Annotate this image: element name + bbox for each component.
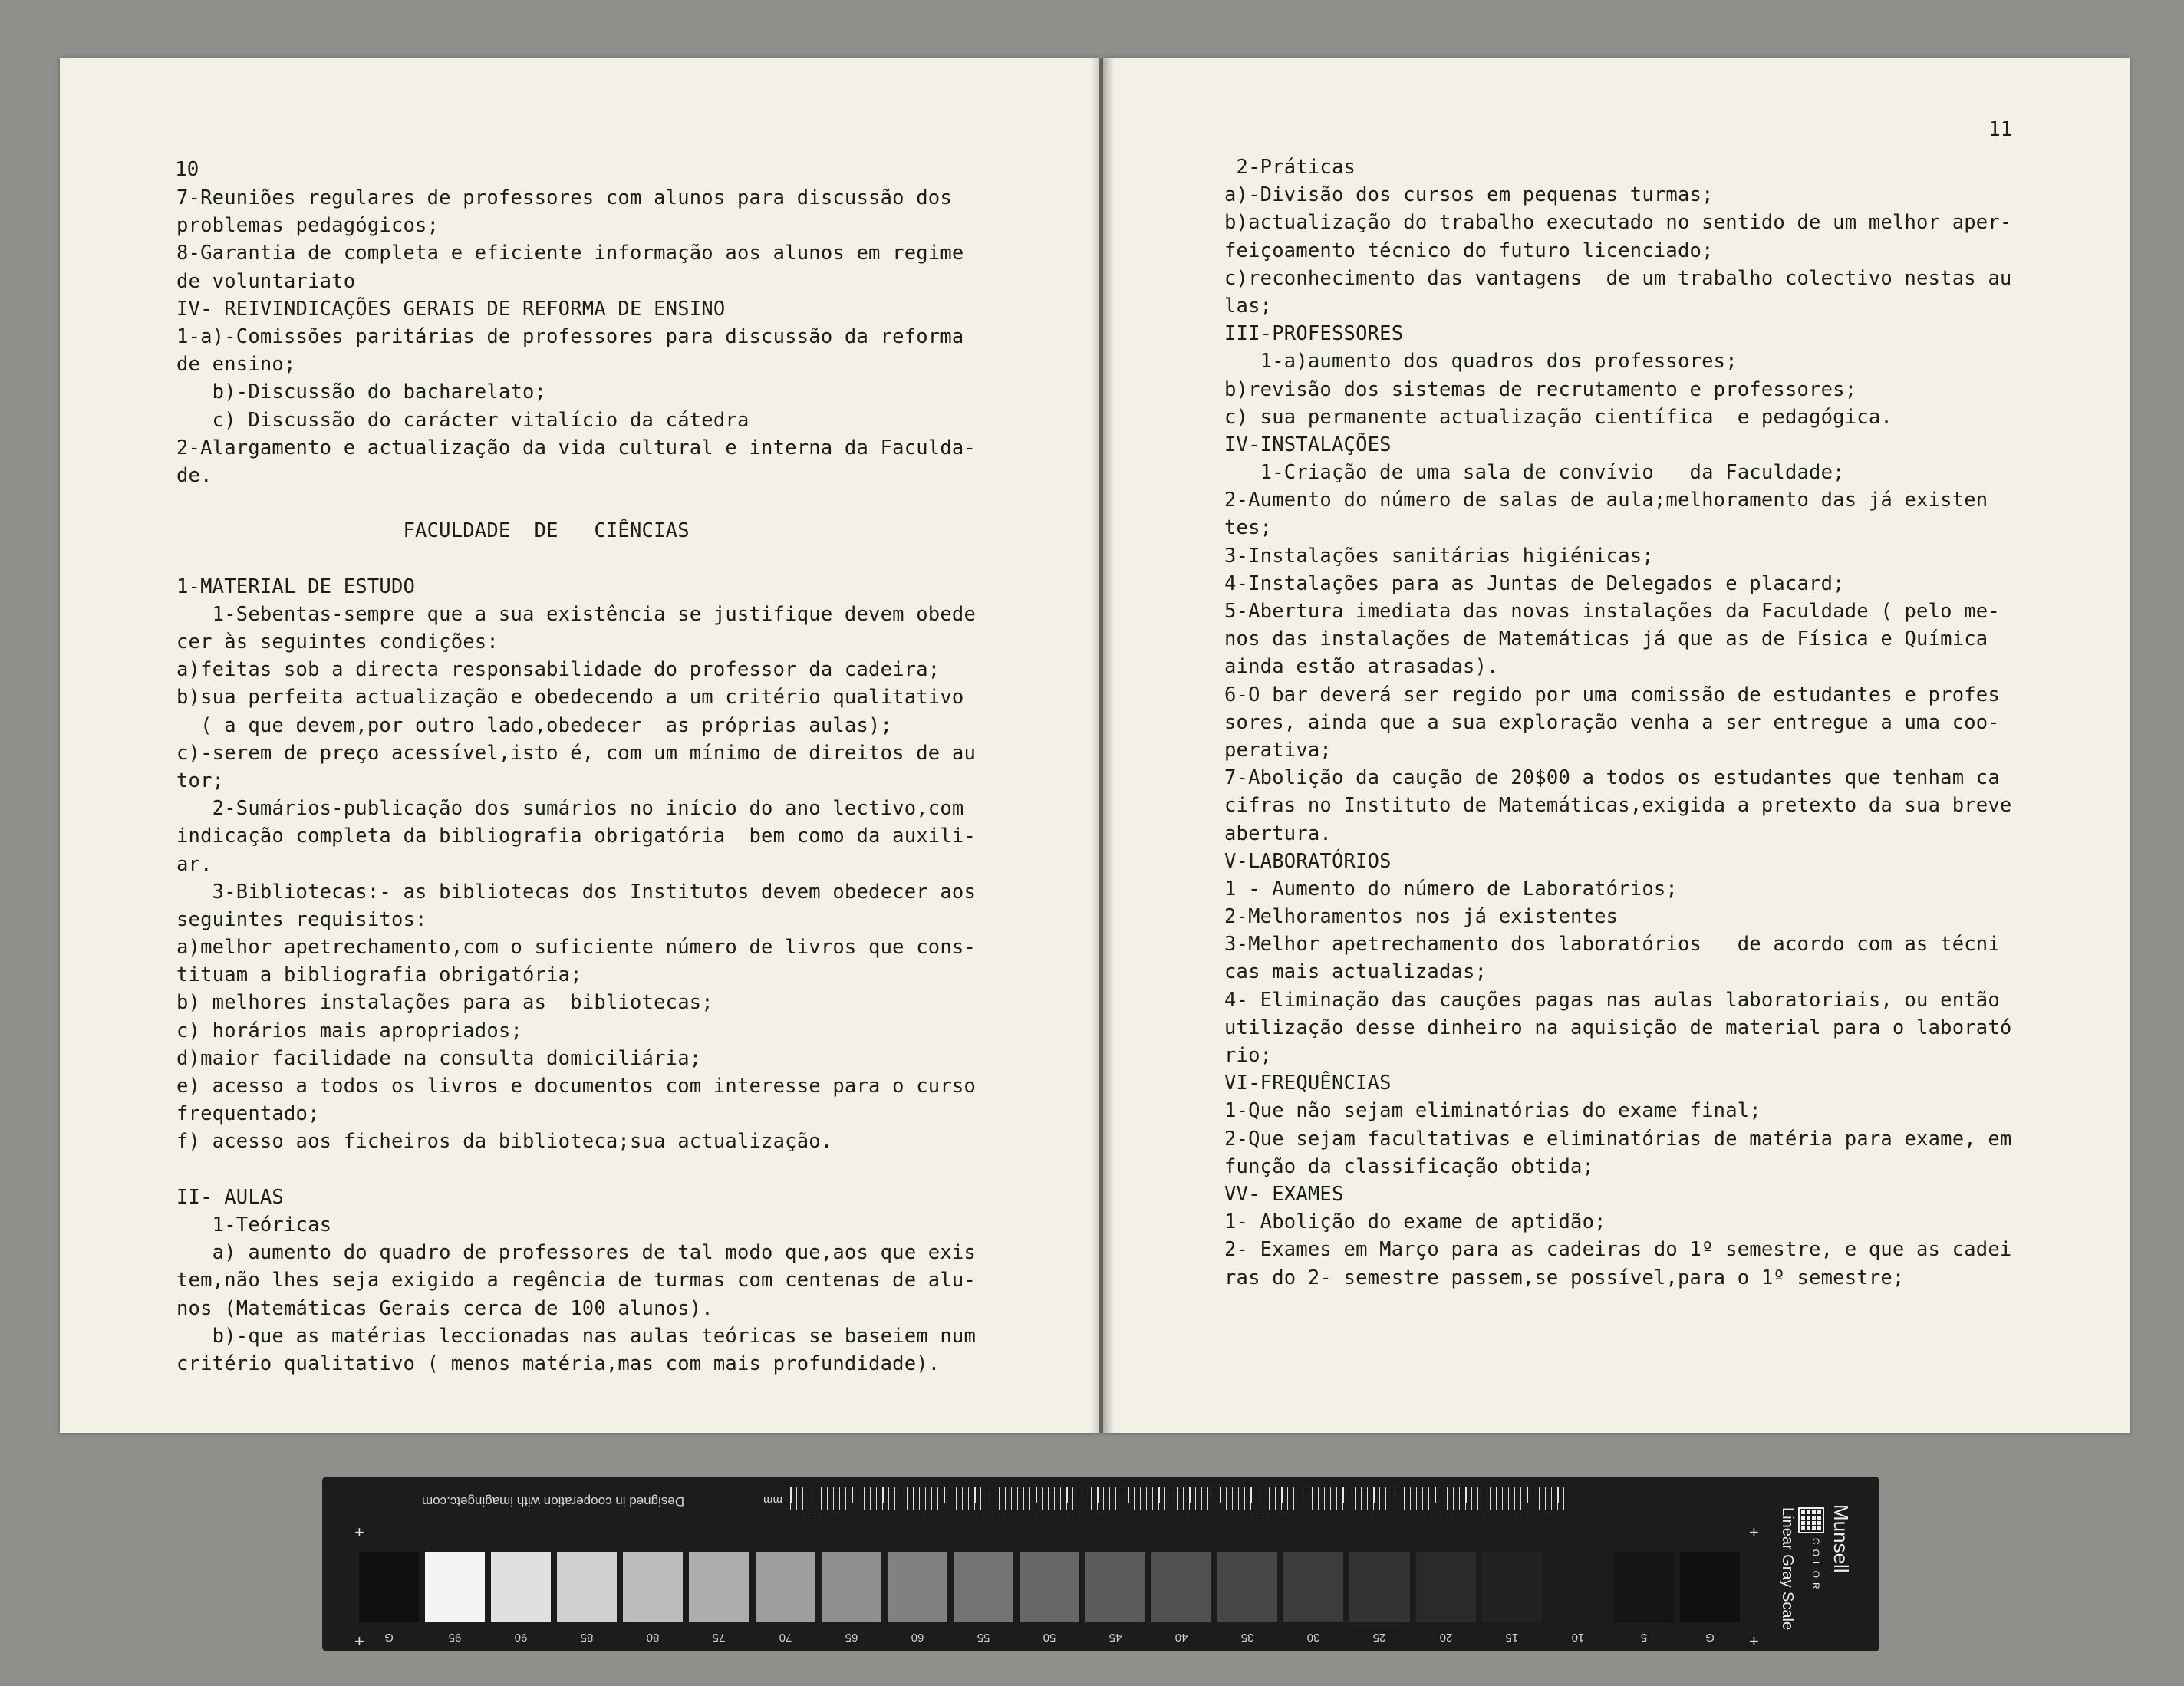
text-line: feiçoamento técnico do futuro licenciado; — [1224, 239, 1714, 262]
gray-patch-label: 30 — [1307, 1631, 1320, 1644]
text-line: utilização desse dinheiro na aquisição de material para o laborató — [1224, 1016, 2012, 1039]
mm-ruler-major-ticks — [790, 1487, 1565, 1503]
gray-patch-label: 80 — [647, 1631, 660, 1644]
gray-patch-label: 70 — [779, 1631, 792, 1644]
gray-patch-label: 15 — [1505, 1631, 1518, 1644]
gray-patch-label: G — [1705, 1631, 1715, 1644]
text-line: IV- REIVINDICAÇÕES GERAIS DE REFORMA DE ENSINO — [176, 297, 726, 321]
text-line: b)-que as matérias leccionadas nas aulas teóricas se baseiem num — [176, 1324, 977, 1348]
gray-patch — [1151, 1552, 1211, 1622]
text-line: critério qualitativo ( menos matéria,mas com mais profundidade). — [176, 1352, 940, 1375]
text-line: b)actualização do trabalho executado no sentido de um melhor aper- — [1224, 211, 2012, 235]
gray-patch-label: 10 — [1571, 1631, 1585, 1644]
text-line: III-PROFESSORES — [1224, 322, 1404, 346]
registration-mark: + — [354, 1632, 364, 1651]
text-line: tor; — [176, 769, 225, 792]
text-line: IV-INSTALAÇÕES — [1224, 433, 1392, 456]
text-line: 2-Sumários-publicação dos sumários no início do ano lectivo,com — [176, 797, 964, 821]
gray-patch-label: 35 — [1240, 1631, 1254, 1644]
text-line: 2- Exames em Março para as cadeiras do 1º semestre, e que as cadei — [1224, 1238, 2012, 1262]
text-line: ar. — [176, 852, 212, 876]
gray-patch — [1548, 1552, 1608, 1622]
text-line: frequentado; — [176, 1102, 320, 1126]
text-line: 4-Instalações para as Juntas de Delegados e placard; — [1224, 571, 1845, 595]
text-line: de voluntariato — [176, 269, 356, 293]
text-line: de. — [176, 463, 212, 487]
text-line: 1-Criação de uma sala de convívio da Faculdade; — [1224, 461, 1845, 485]
gray-patch-label: 55 — [977, 1631, 990, 1644]
text-line: c) sua permanente actualização científica e pedagógica. — [1224, 405, 1892, 429]
text-line: perativa; — [1224, 738, 1332, 762]
gray-patch — [491, 1552, 551, 1622]
text-line: 1-MATERIAL DE ESTUDO — [176, 575, 416, 598]
text-line: 1- Abolição do exame de aptidão; — [1224, 1210, 1606, 1234]
ruler-unit: mm — [763, 1493, 782, 1507]
text-line: cifras no Instituto de Matemáticas,exigida a pretexto da sua breve — [1224, 794, 2012, 818]
text-line: c) Discussão do carácter vitalício da cátedra — [176, 408, 749, 432]
text-line: b)sua perfeita actualização e obedecendo a um critério qualitativo — [176, 686, 964, 710]
text-line: 2-Aumento do número de salas de aula;melhoramento das já existen — [1224, 489, 1988, 512]
text-line: 2-Que sejam facultativas e eliminatórias de matéria para exame, em — [1224, 1127, 2012, 1151]
text-line: 4- Eliminação das cauções pagas nas aulas laboratoriais, ou então — [1224, 988, 2000, 1012]
text-line: II- AULAS — [176, 1185, 284, 1209]
gray-patch — [425, 1552, 485, 1622]
text-line: las; — [1224, 294, 1273, 318]
text-line: VV- EXAMES — [1224, 1182, 1344, 1206]
left-page-number: 10 — [175, 158, 199, 181]
gray-scale-card — [322, 1477, 1879, 1651]
registration-mark: + — [354, 1523, 364, 1542]
text-line: 7-Abolição da caução de 20$00 a todos os estudantes que tenham ca — [1224, 766, 2000, 790]
text-line: tes; — [1224, 516, 1273, 540]
text-line: a)feitas sob a directa responsabilidade do professor da cadeira; — [176, 658, 940, 682]
text-line: e) acesso a todos os livros e documentos com interesse para o curso — [176, 1075, 977, 1098]
gray-patch-label: 5 — [1640, 1631, 1647, 1644]
gray-patch-label: 50 — [1043, 1631, 1056, 1644]
gray-patch — [1217, 1552, 1277, 1622]
right-page-text — [1224, 153, 2011, 1292]
text-line: seguintes requisitos: — [176, 907, 427, 931]
text-line: 7-Reuniões regulares de professores com alunos para discussão dos — [176, 186, 952, 209]
text-line: 6-O bar deverá ser regido por uma comissão de estudantes e profes — [1224, 683, 2000, 706]
gray-patch-label: 45 — [1108, 1631, 1122, 1644]
gray-patch — [1680, 1552, 1740, 1622]
gray-patch — [822, 1552, 881, 1622]
left-page-text — [176, 184, 976, 1378]
text-line: a)-Divisão dos cursos em pequenas turmas; — [1224, 183, 1714, 207]
gray-patch — [1085, 1552, 1145, 1622]
text-line: 1-a)aumento dos quadros dos professores; — [1224, 350, 1738, 374]
text-line: FACULDADE DE CIÊNCIAS — [176, 519, 690, 543]
right-page-number: 11 — [1988, 118, 2013, 141]
text-line: b)-Discussão do bacharelato; — [176, 380, 547, 404]
text-line: 8-Garantia de completa e eficiente informação aos alunos em regime — [176, 242, 964, 265]
text-line: d)maior facilidade na consulta domiciliária; — [176, 1046, 702, 1070]
text-line: 1-Que não sejam eliminatórias do exame final; — [1224, 1099, 1761, 1123]
munsell-brand-sub: COLOR — [1810, 1538, 1821, 1594]
text-line — [176, 489, 976, 517]
gray-patch — [954, 1552, 1013, 1622]
gray-patch — [1020, 1552, 1079, 1622]
text-line: cer às seguintes condições: — [176, 631, 499, 654]
text-line: abertura. — [1224, 822, 1332, 845]
text-line: a) aumento do quadro de professores de tal modo que,aos que exis — [176, 1241, 977, 1265]
text-line: problemas pedagógicos; — [176, 214, 440, 238]
gray-patch-label: 85 — [580, 1631, 594, 1644]
text-line: indicação completa da bibliografia obrigatória bem como da auxili- — [176, 825, 977, 848]
text-line: a)melhor apetrechamento,com o suficiente número de livros que cons- — [176, 936, 977, 960]
gray-patch — [1482, 1552, 1542, 1622]
gray-patch — [689, 1552, 749, 1622]
munsell-grid-icon — [1798, 1507, 1824, 1533]
text-line: sores, ainda que a sua exploração venha a ser entregue a uma coo- — [1224, 710, 2000, 734]
text-line: 1 - Aumento do número de Laboratórios; — [1224, 877, 1678, 901]
gray-patch-label: 75 — [713, 1631, 726, 1644]
text-line: c) horários mais apropriados; — [176, 1019, 523, 1042]
gray-patch-label: 65 — [845, 1631, 858, 1644]
text-line: cas mais actualizadas; — [1224, 960, 1487, 984]
text-line: nos (Matemáticas Gerais cerca de 100 alunos). — [176, 1296, 713, 1320]
gray-patch — [1283, 1552, 1343, 1622]
gray-patch — [1349, 1552, 1409, 1622]
text-line: ainda estão atrasadas). — [1224, 655, 1499, 679]
gray-patch-labels — [359, 1624, 1740, 1644]
text-line — [176, 545, 976, 572]
text-line: tem,não lhes seja exigido a regência de turmas com centenas de alu- — [176, 1269, 977, 1292]
text-line: b) melhores instalações para as bibliotecas; — [176, 991, 713, 1015]
text-line: 1-a)-Comissões paritárias de professores para discussão da reforma — [176, 324, 964, 348]
munsell-logo — [1764, 1504, 1864, 1635]
gray-patch-label: 60 — [911, 1631, 924, 1644]
gray-patches — [359, 1552, 1740, 1622]
text-line: c)-serem de preço acessível,isto é, com um mínimo de direitos de au — [176, 741, 977, 765]
text-line: 1-Teóricas — [176, 1213, 332, 1237]
gray-patch-label: 95 — [448, 1631, 462, 1644]
scale-title: Linear Gray Scale — [1779, 1507, 1796, 1631]
text-line: VI-FREQUÊNCIAS — [1224, 1072, 1392, 1095]
gray-patch — [623, 1552, 683, 1622]
gray-patch-label: 90 — [514, 1631, 528, 1644]
text-line — [176, 1156, 976, 1184]
registration-mark: + — [1749, 1523, 1759, 1542]
gray-patch — [756, 1552, 815, 1622]
text-line: 3-Instalações sanitárias higiénicas; — [1224, 544, 1654, 568]
credit-text: Designed in cooperation with imagingetc.com — [422, 1494, 685, 1509]
text-line: tituam a bibliografia obrigatória; — [176, 963, 582, 987]
text-line: de ensino; — [176, 353, 296, 377]
text-line: 2-Práticas — [1224, 156, 1356, 179]
text-line: ras do 2- semestre passem,se possível,para o 1º semestre; — [1224, 1266, 1905, 1289]
gray-patch — [1416, 1552, 1476, 1622]
text-line: 5-Abertura imediata das novas instalações da Faculdade ( pelo me- — [1224, 600, 2000, 623]
text-line: ( a que devem,por outro lado,obedecer as próprias aulas); — [176, 713, 893, 737]
gray-patch-label: 40 — [1174, 1631, 1188, 1644]
munsell-brand: Munsell — [1830, 1504, 1853, 1573]
gray-patch-label: 25 — [1373, 1631, 1386, 1644]
text-line: 1-Sebentas-sempre que a sua existência se justifique devem obede — [176, 602, 977, 626]
book-gutter — [1091, 58, 1114, 1433]
text-line: c)reconhecimento das vantagens de um trabalho colectivo nestas au — [1224, 266, 2012, 290]
gray-patch — [557, 1552, 617, 1622]
text-line: função da classificação obtida; — [1224, 1154, 1595, 1178]
registration-mark: + — [1749, 1632, 1759, 1651]
text-line: f) acesso aos ficheiros da biblioteca;sua actualização. — [176, 1130, 833, 1154]
text-line: 2-Melhoramentos nos já existentes — [1224, 905, 1619, 929]
text-line: nos das instalações de Matemáticas já que as de Física e Química — [1224, 627, 1988, 651]
text-line: 3-Melhor apetrechamento dos laboratórios de acordo com as técni — [1224, 933, 2000, 957]
gray-patch-label: G — [384, 1631, 394, 1644]
gray-patch-label: 20 — [1439, 1631, 1452, 1644]
text-line: V-LABORATÓRIOS — [1224, 849, 1392, 873]
text-line: rio; — [1224, 1044, 1273, 1067]
gray-patch — [359, 1552, 419, 1622]
gray-patch — [888, 1552, 947, 1622]
text-line: b)revisão dos sistemas de recrutamento e professores; — [1224, 377, 1857, 401]
gray-patch — [1614, 1552, 1674, 1622]
text-line: 3-Bibliotecas:- as bibliotecas dos Institutos devem obedecer aos — [176, 880, 977, 904]
text-line: 2-Alargamento e actualização da vida cultural e interna da Faculda- — [176, 436, 977, 459]
